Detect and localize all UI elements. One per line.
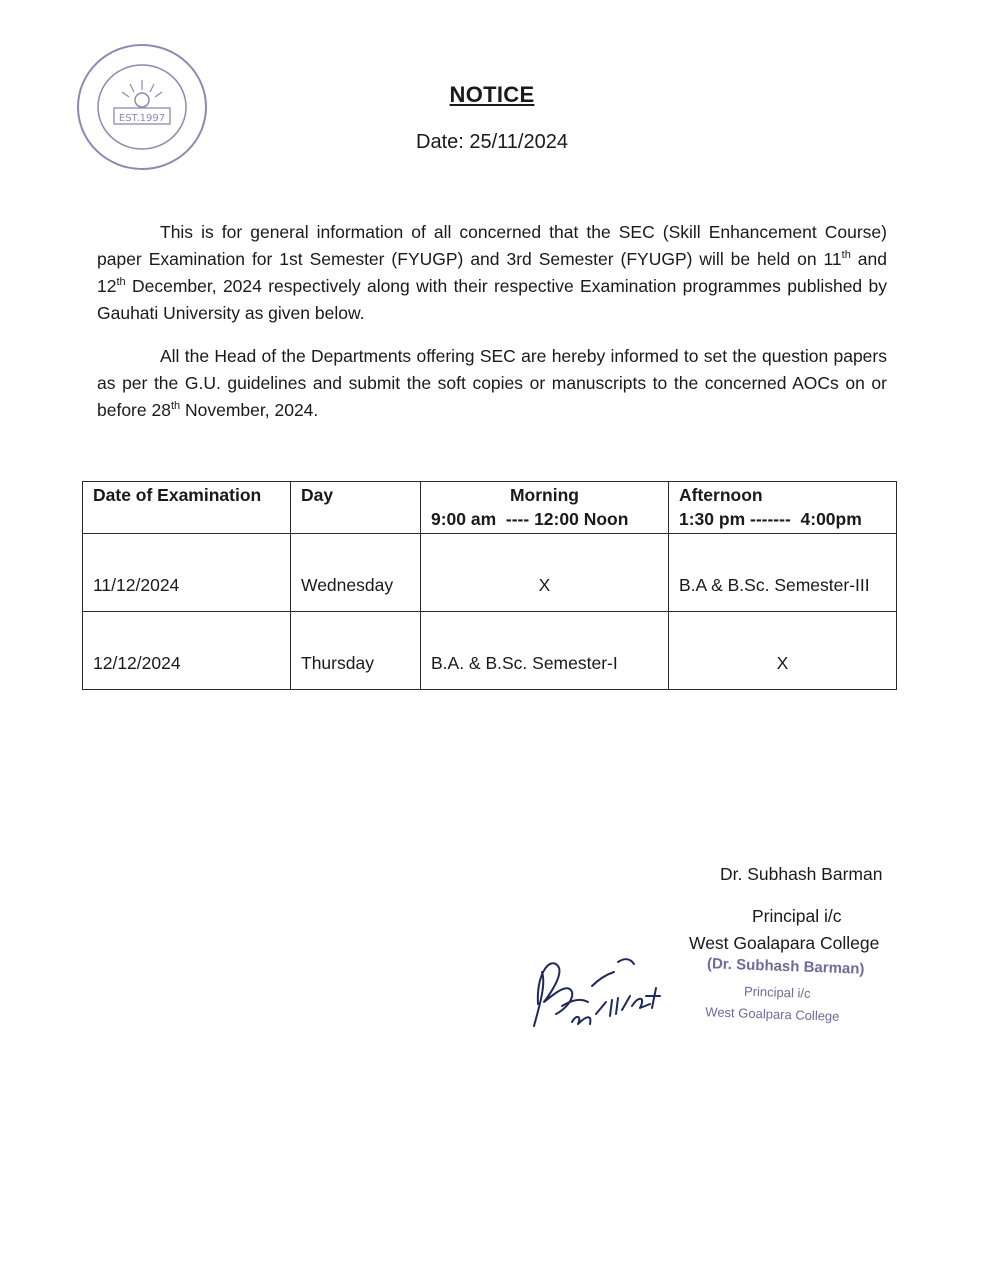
cell-date: 12/12/2024 bbox=[83, 612, 291, 690]
table-row bbox=[83, 534, 897, 612]
paragraph-general-information: This is for general information of all concerned that the SEC (Skill Enhancement Course) paper Examination for 1st Semester (FYUGP) and 3rd Semester (FYUGP) will be held on 11th and 12th December, 2024 respectively along with their respective Examination programmes published by Gauhati University as given below. bbox=[97, 222, 888, 323]
handwritten-signature-icon bbox=[528, 944, 668, 1034]
signatory-name: Dr. Subhash Barman bbox=[720, 864, 883, 884]
stamp-title: Principal i/c bbox=[743, 983, 811, 1001]
notice-title: NOTICE bbox=[449, 82, 535, 107]
principal-rubber-stamp bbox=[699, 955, 871, 1033]
exam-schedule-table bbox=[82, 481, 897, 690]
cell-afternoon: X bbox=[669, 612, 897, 690]
header-afternoon: Afternoon 1:30 pm ------- 4:00pm bbox=[669, 482, 897, 534]
header-day: Day bbox=[291, 482, 421, 534]
cell-morning: B.A. & B.Sc. Semester-I bbox=[421, 612, 669, 690]
header-morning: Morning 9:00 am ---- 12:00 Noon bbox=[421, 482, 669, 534]
svg-text:EST.1997: EST.1997 bbox=[118, 113, 166, 124]
table-row bbox=[83, 612, 897, 690]
cell-afternoon: B.A & B.Sc. Semester-III bbox=[669, 534, 897, 612]
cell-morning: X bbox=[421, 534, 669, 612]
header-date-of-examination: Date of Examination bbox=[83, 482, 291, 534]
notice-date: Date: 25/11/2024 bbox=[416, 131, 568, 153]
cell-date: 11/12/2024 bbox=[83, 534, 291, 612]
header-morning-time: 9:00 am ---- 12:00 Noon bbox=[431, 509, 629, 529]
table-header-row bbox=[83, 482, 897, 534]
cell-day: Wednesday bbox=[291, 534, 421, 612]
stamp-name: (Dr. Subhash Barman) bbox=[706, 955, 865, 978]
paragraph-hod-instructions: All the Head of the Departments offering SEC are hereby informed to set the question papers as per the G.U. guidelines and submit the soft copies or manuscripts to the concerned AOCs on or before 28th November, 2024. bbox=[97, 346, 887, 420]
signatory-title: Principal i/c bbox=[752, 906, 842, 926]
cell-day: Thursday bbox=[291, 612, 421, 690]
stamp-college: West Goalpara College bbox=[705, 1004, 840, 1024]
signatory-college: West Goalapara College bbox=[689, 933, 880, 953]
header-afternoon-time: 1:30 pm ------- 4:00pm bbox=[679, 509, 862, 529]
